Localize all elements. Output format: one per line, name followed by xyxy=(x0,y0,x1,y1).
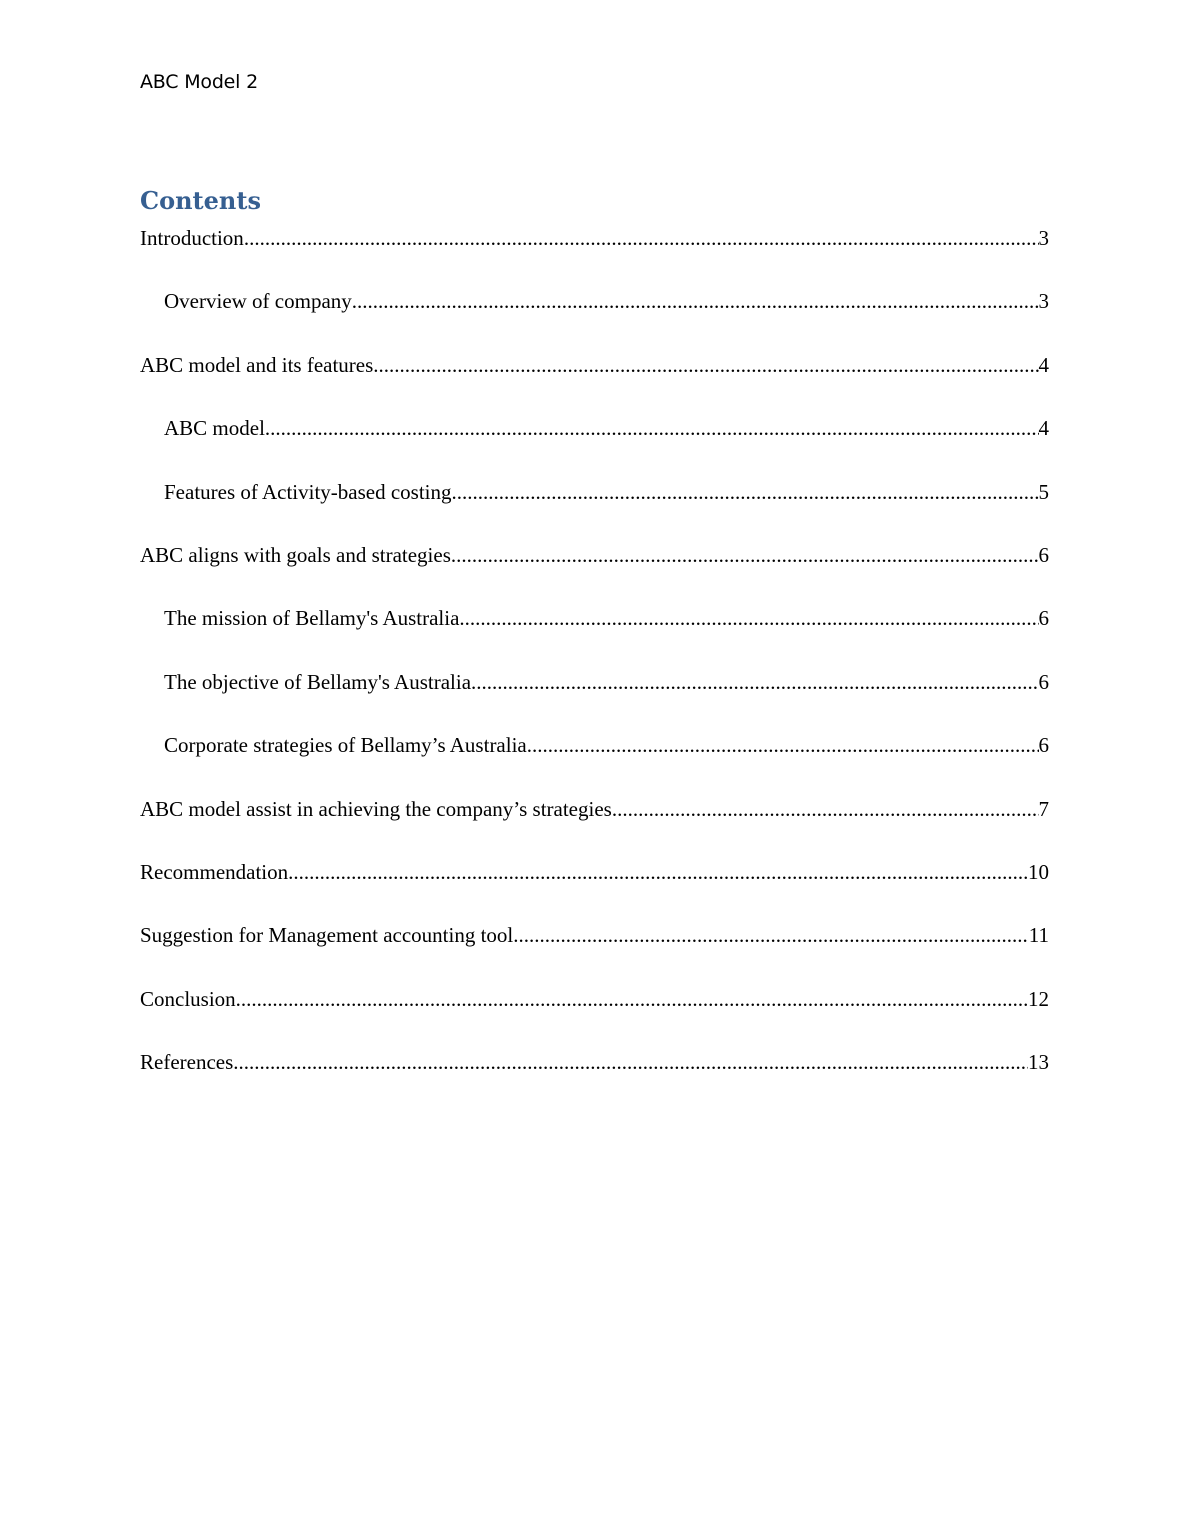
toc-entry-page: 13 xyxy=(1028,1050,1049,1075)
toc-entry-page: 7 xyxy=(1038,796,1049,821)
toc-link-abc-model[interactable] xyxy=(140,413,1049,443)
toc-entry-label: Introduction xyxy=(140,226,244,250)
toc-dot-leader xyxy=(265,413,1039,443)
toc-entry-objective xyxy=(140,667,1049,730)
toc-entry-label: References xyxy=(140,1050,234,1075)
toc-entry-abc-aligns-with-goals xyxy=(140,540,1049,603)
toc-dot-leader xyxy=(471,667,1038,697)
toc-dot-leader xyxy=(352,286,1039,316)
toc-entry-label: ABC model and its features xyxy=(140,352,374,377)
toc-entry-label: Corporate strategies of Bellamy’s Australia xyxy=(164,733,527,758)
toc-link-conclusion[interactable] xyxy=(140,984,1049,1014)
toc-link-abc-aligns-with-goals[interactable] xyxy=(140,540,1049,570)
toc-entry-page: 6 xyxy=(1038,542,1049,567)
toc-entry-label: ABC model assist in achieving the company’s strategies xyxy=(140,796,612,821)
toc-entry-page: 10 xyxy=(1028,859,1049,884)
toc-entry-page: 12 xyxy=(1028,986,1049,1011)
toc-entry-label: The objective of Bellamy's Australia xyxy=(164,669,472,694)
toc-entry-abc-assist-strategies xyxy=(140,794,1049,857)
toc-entry-label: Suggestion for Management accounting tool xyxy=(140,923,514,948)
toc-entry-page: 5 xyxy=(1038,479,1049,504)
toc-dot-leader xyxy=(451,540,1039,570)
toc-link-corporate-strategies[interactable] xyxy=(140,730,1049,760)
toc-entry-page: 6 xyxy=(1038,606,1049,631)
toc-dot-leader xyxy=(459,603,1038,633)
toc-dot-leader xyxy=(233,1047,1028,1077)
toc-entry-label: ABC model xyxy=(164,416,265,441)
toc-entry-page: 3 xyxy=(1038,289,1049,314)
toc-entry-label: The mission of Bellamy's Australia xyxy=(164,606,460,631)
toc-link-overview-of-company[interactable] xyxy=(140,286,1049,316)
running-header: ABC Model 2 xyxy=(140,71,258,93)
toc-dot-leader xyxy=(244,223,1039,253)
toc-entry-page: 4 xyxy=(1038,416,1049,441)
toc-heading: Contents xyxy=(140,186,261,215)
toc-dot-leader xyxy=(452,477,1039,507)
toc-dot-leader xyxy=(513,920,1029,950)
toc-entry-overview-of-company xyxy=(140,286,1049,349)
toc-entry-page: 6 xyxy=(1038,733,1049,758)
toc-entry-page: 11 xyxy=(1028,923,1049,948)
toc-entry-management-accounting-tool xyxy=(140,920,1049,983)
toc-link-recommendation[interactable] xyxy=(140,857,1049,887)
toc-link-mission[interactable] xyxy=(140,603,1049,633)
toc-entry-label: Conclusion xyxy=(140,986,236,1011)
toc-link-abc-assist-strategies[interactable] xyxy=(140,794,1049,824)
toc-entry-abc-model xyxy=(140,413,1049,476)
table-of-contents xyxy=(140,223,1049,1110)
toc-dot-leader xyxy=(527,730,1039,760)
toc-entry-label: Features of Activity-based costing xyxy=(164,479,452,504)
toc-entry-page: 6 xyxy=(1038,669,1049,694)
toc-entry-page: 3 xyxy=(1038,226,1049,250)
toc-entry-mission xyxy=(140,603,1049,666)
toc-entry-label: Recommendation xyxy=(140,859,289,884)
toc-entry-page: 4 xyxy=(1038,352,1049,377)
toc-dot-leader xyxy=(373,350,1038,380)
toc-link-features-of-abc[interactable] xyxy=(140,477,1049,507)
toc-entry-introduction xyxy=(140,223,1049,286)
toc-link-management-accounting-tool[interactable] xyxy=(140,920,1049,950)
toc-dot-leader xyxy=(288,857,1028,887)
toc-entry-label: ABC aligns with goals and strategies xyxy=(140,542,451,567)
toc-entry-references xyxy=(140,1047,1049,1110)
toc-entry-label: Overview of company xyxy=(164,289,352,314)
toc-link-references[interactable] xyxy=(140,1047,1049,1077)
toc-link-introduction[interactable] xyxy=(140,223,1049,253)
toc-entry-recommendation xyxy=(140,857,1049,920)
toc-entry-corporate-strategies xyxy=(140,730,1049,793)
toc-link-abc-model-and-features[interactable] xyxy=(140,350,1049,380)
toc-entry-features-of-abc xyxy=(140,477,1049,540)
toc-dot-leader xyxy=(612,794,1039,824)
toc-entry-conclusion xyxy=(140,984,1049,1047)
toc-link-objective[interactable] xyxy=(140,667,1049,697)
toc-dot-leader xyxy=(236,984,1028,1014)
toc-entry-abc-model-and-features xyxy=(140,350,1049,413)
